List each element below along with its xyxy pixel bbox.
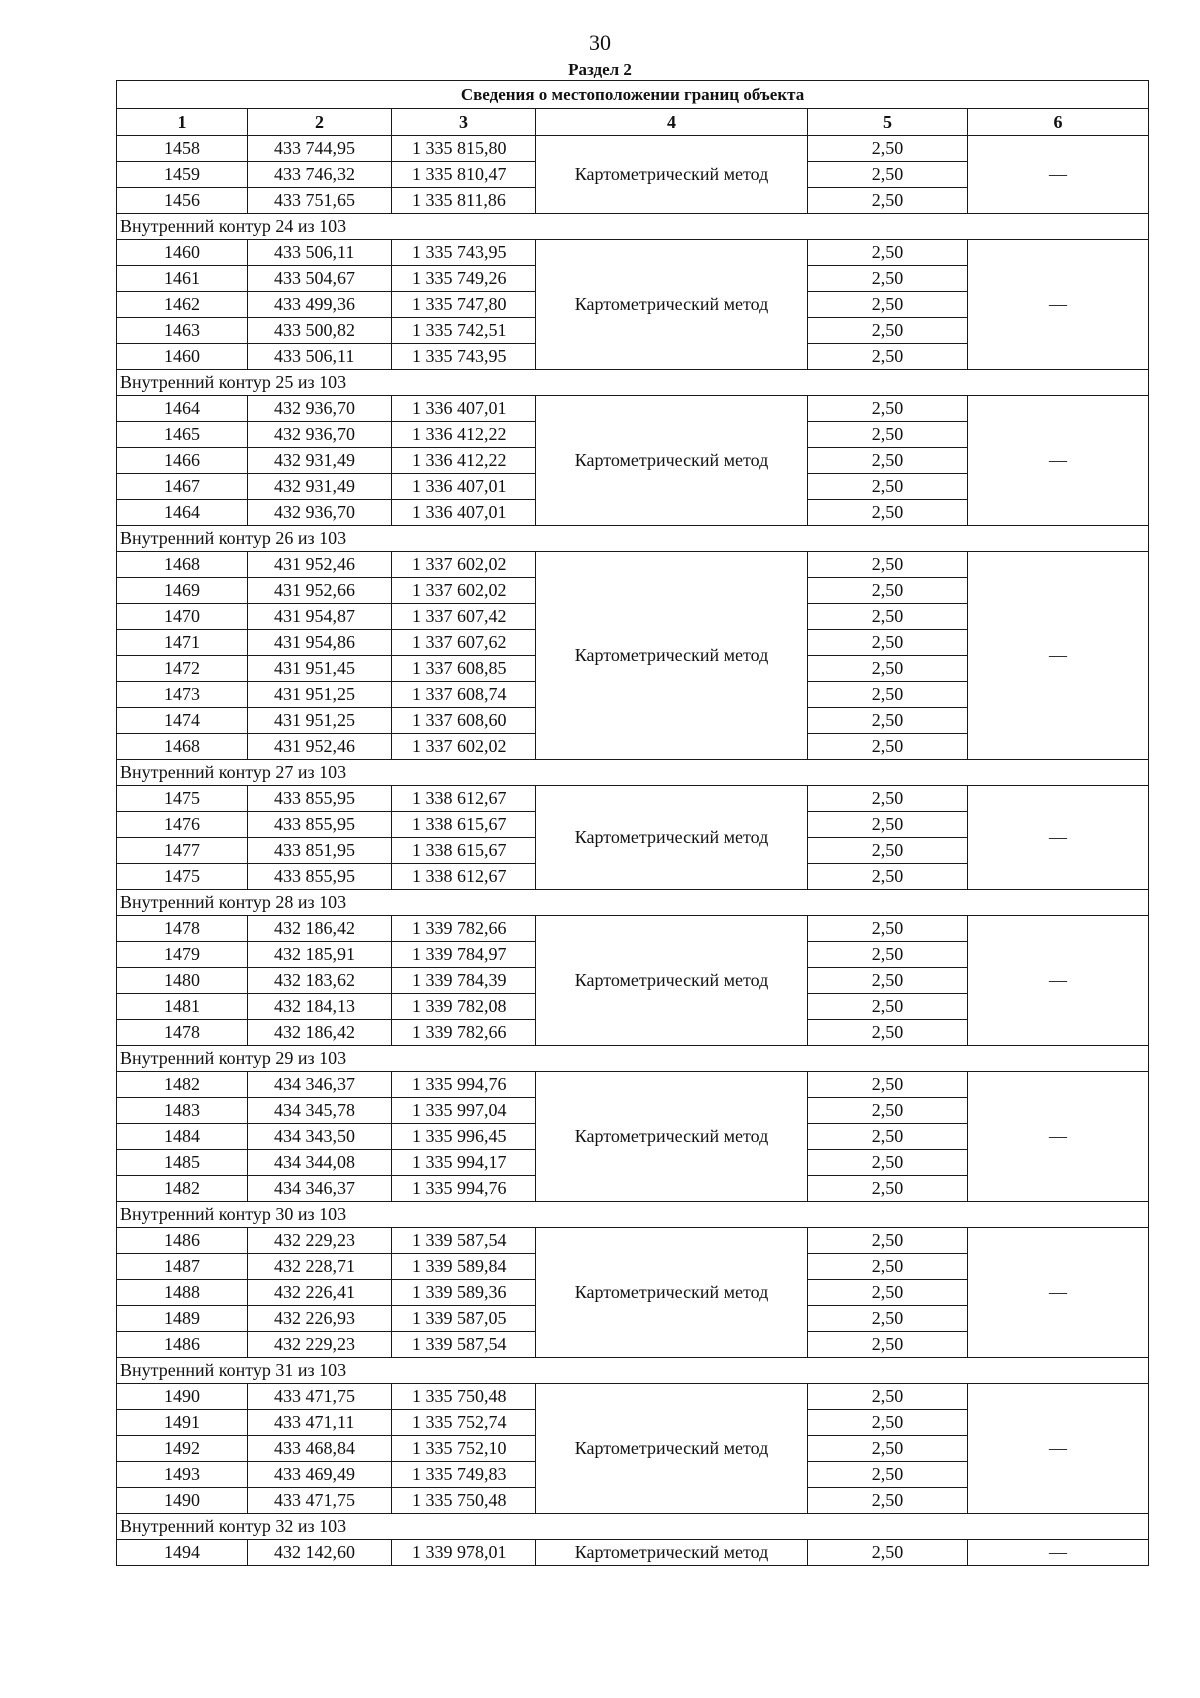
method-cell: Картометрический метод [536, 786, 808, 890]
coordinate-x: 431 952,66 [248, 578, 392, 604]
coordinate-y: 1 335 996,45 [392, 1124, 536, 1150]
table-header [117, 81, 1149, 136]
coordinate-y: 1 339 782,08 [392, 994, 536, 1020]
method-cell: Картометрический метод [536, 396, 808, 526]
coordinate-y: 1 335 994,76 [392, 1176, 536, 1202]
contour-label: Внутренний контур 24 из 103 [117, 214, 1149, 240]
point-number: 1486 [117, 1228, 248, 1254]
page-number: 30 [589, 30, 611, 55]
coordinate-y: 1 337 607,42 [392, 604, 536, 630]
coordinate-y: 1 337 608,60 [392, 708, 536, 734]
point-number: 1478 [117, 916, 248, 942]
coordinate-y: 1 335 994,17 [392, 1150, 536, 1176]
coordinate-y: 1 338 612,67 [392, 864, 536, 890]
accuracy-value: 2,50 [808, 318, 968, 344]
coordinate-x: 432 228,71 [248, 1254, 392, 1280]
note-cell: — [968, 1228, 1149, 1358]
accuracy-value: 2,50 [808, 864, 968, 890]
contour-row [117, 1514, 1149, 1540]
accuracy-value: 2,50 [808, 1436, 968, 1462]
coordinate-x: 432 229,23 [248, 1332, 392, 1358]
coordinate-y: 1 335 810,47 [392, 162, 536, 188]
point-number: 1461 [117, 266, 248, 292]
contour-label: Внутренний контур 25 из 103 [117, 370, 1149, 396]
method-cell: Картометрический метод [536, 1540, 808, 1566]
accuracy-value: 2,50 [808, 474, 968, 500]
point-number: 1460 [117, 344, 248, 370]
accuracy-value: 2,50 [808, 734, 968, 760]
point-number: 1482 [117, 1176, 248, 1202]
coordinate-x: 432 936,70 [248, 396, 392, 422]
accuracy-value: 2,50 [808, 1332, 968, 1358]
coordinate-y: 1 339 587,54 [392, 1332, 536, 1358]
table-body [117, 136, 1149, 1566]
point-number: 1483 [117, 1098, 248, 1124]
coordinate-x: 434 346,37 [248, 1072, 392, 1098]
table-row [117, 1540, 1149, 1566]
boundary-table [116, 80, 1149, 1566]
coordinate-x: 432 186,42 [248, 916, 392, 942]
coordinate-x: 434 343,50 [248, 1124, 392, 1150]
accuracy-value: 2,50 [808, 812, 968, 838]
coordinate-x: 433 746,32 [248, 162, 392, 188]
accuracy-value: 2,50 [808, 266, 968, 292]
coordinate-x: 431 951,45 [248, 656, 392, 682]
coordinate-y: 1 335 750,48 [392, 1488, 536, 1514]
coordinate-x: 433 504,67 [248, 266, 392, 292]
table-row [117, 1072, 1149, 1098]
coordinate-y: 1 339 782,66 [392, 1020, 536, 1046]
coordinate-x: 433 471,11 [248, 1410, 392, 1436]
point-number: 1465 [117, 422, 248, 448]
note-cell: — [968, 1072, 1149, 1202]
table-row [117, 786, 1149, 812]
accuracy-value: 2,50 [808, 1072, 968, 1098]
contour-label: Внутренний контур 27 из 103 [117, 760, 1149, 786]
coordinate-x: 431 954,86 [248, 630, 392, 656]
accuracy-value: 2,50 [808, 1228, 968, 1254]
point-number: 1462 [117, 292, 248, 318]
coordinate-y: 1 336 407,01 [392, 500, 536, 526]
point-number: 1468 [117, 552, 248, 578]
coordinate-x: 434 345,78 [248, 1098, 392, 1124]
coordinate-x: 434 344,08 [248, 1150, 392, 1176]
point-number: 1476 [117, 812, 248, 838]
column-number: 1 [117, 109, 248, 136]
coordinate-x: 433 500,82 [248, 318, 392, 344]
point-number: 1474 [117, 708, 248, 734]
point-number: 1489 [117, 1306, 248, 1332]
coordinate-x: 432 226,93 [248, 1306, 392, 1332]
contour-row [117, 214, 1149, 240]
point-number: 1488 [117, 1280, 248, 1306]
contour-label: Внутренний контур 28 из 103 [117, 890, 1149, 916]
coordinate-x: 433 499,36 [248, 292, 392, 318]
note-cell: — [968, 240, 1149, 370]
accuracy-value: 2,50 [808, 994, 968, 1020]
table-row [117, 240, 1149, 266]
point-number: 1471 [117, 630, 248, 656]
point-number: 1485 [117, 1150, 248, 1176]
point-number: 1467 [117, 474, 248, 500]
point-number: 1480 [117, 968, 248, 994]
accuracy-value: 2,50 [808, 1098, 968, 1124]
accuracy-value: 2,50 [808, 1176, 968, 1202]
point-number: 1460 [117, 240, 248, 266]
coordinate-y: 1 338 612,67 [392, 786, 536, 812]
column-number: 5 [808, 109, 968, 136]
note-cell: — [968, 552, 1149, 760]
note-cell: — [968, 786, 1149, 890]
coordinate-y: 1 339 589,84 [392, 1254, 536, 1280]
coordinate-y: 1 337 608,85 [392, 656, 536, 682]
accuracy-value: 2,50 [808, 1254, 968, 1280]
coordinate-y: 1 339 784,39 [392, 968, 536, 994]
point-number: 1494 [117, 1540, 248, 1566]
contour-label: Внутренний контур 32 из 103 [117, 1514, 1149, 1540]
coordinate-x: 434 346,37 [248, 1176, 392, 1202]
coordinate-y: 1 337 608,74 [392, 682, 536, 708]
coordinate-y: 1 335 743,95 [392, 240, 536, 266]
coordinate-y: 1 335 752,74 [392, 1410, 536, 1436]
accuracy-value: 2,50 [808, 630, 968, 656]
coordinate-y: 1 335 752,10 [392, 1436, 536, 1462]
coordinate-y: 1 337 602,02 [392, 552, 536, 578]
contour-row [117, 1358, 1149, 1384]
point-number: 1459 [117, 162, 248, 188]
point-number: 1475 [117, 864, 248, 890]
section-title: Раздел 2 [568, 60, 632, 79]
point-number: 1469 [117, 578, 248, 604]
accuracy-value: 2,50 [808, 448, 968, 474]
coordinate-y: 1 337 602,02 [392, 734, 536, 760]
point-number: 1491 [117, 1410, 248, 1436]
point-number: 1473 [117, 682, 248, 708]
accuracy-value: 2,50 [808, 1488, 968, 1514]
accuracy-value: 2,50 [808, 136, 968, 162]
point-number: 1478 [117, 1020, 248, 1046]
column-number-row [117, 109, 1149, 136]
point-number: 1475 [117, 786, 248, 812]
note-cell: — [968, 916, 1149, 1046]
coordinate-x: 431 952,46 [248, 734, 392, 760]
accuracy-value: 2,50 [808, 1540, 968, 1566]
accuracy-value: 2,50 [808, 162, 968, 188]
coordinate-x: 433 851,95 [248, 838, 392, 864]
coordinate-y: 1 339 784,97 [392, 942, 536, 968]
method-cell: Картометрический метод [536, 136, 808, 214]
coordinate-x: 431 954,87 [248, 604, 392, 630]
table-row [117, 1384, 1149, 1410]
coordinate-y: 1 335 750,48 [392, 1384, 536, 1410]
accuracy-value: 2,50 [808, 1150, 968, 1176]
table-row [117, 136, 1149, 162]
coordinate-y: 1 335 994,76 [392, 1072, 536, 1098]
contour-label: Внутренний контур 31 из 103 [117, 1358, 1149, 1384]
coordinate-x: 433 855,95 [248, 786, 392, 812]
coordinate-y: 1 337 607,62 [392, 630, 536, 656]
method-cell: Картометрический метод [536, 1228, 808, 1358]
contour-label: Внутренний контур 29 из 103 [117, 1046, 1149, 1072]
coordinate-y: 1 335 815,80 [392, 136, 536, 162]
point-number: 1492 [117, 1436, 248, 1462]
note-cell: — [968, 1384, 1149, 1514]
coordinate-y: 1 337 602,02 [392, 578, 536, 604]
point-number: 1482 [117, 1072, 248, 1098]
point-number: 1490 [117, 1384, 248, 1410]
table-row [117, 1228, 1149, 1254]
method-cell: Картометрический метод [536, 1072, 808, 1202]
coordinate-y: 1 339 978,01 [392, 1540, 536, 1566]
coordinate-y: 1 339 782,66 [392, 916, 536, 942]
contour-label: Внутренний контур 30 из 103 [117, 1202, 1149, 1228]
point-number: 1458 [117, 136, 248, 162]
coordinate-x: 433 855,95 [248, 864, 392, 890]
point-number: 1472 [117, 656, 248, 682]
accuracy-value: 2,50 [808, 1410, 968, 1436]
accuracy-value: 2,50 [808, 682, 968, 708]
coordinate-y: 1 336 407,01 [392, 396, 536, 422]
accuracy-value: 2,50 [808, 578, 968, 604]
accuracy-value: 2,50 [808, 838, 968, 864]
point-number: 1487 [117, 1254, 248, 1280]
method-cell: Картометрический метод [536, 240, 808, 370]
method-cell: Картометрический метод [536, 916, 808, 1046]
coordinate-x: 433 855,95 [248, 812, 392, 838]
coordinate-x: 432 229,23 [248, 1228, 392, 1254]
column-number: 2 [248, 109, 392, 136]
accuracy-value: 2,50 [808, 344, 968, 370]
accuracy-value: 2,50 [808, 1124, 968, 1150]
coordinate-x: 432 931,49 [248, 474, 392, 500]
accuracy-value: 2,50 [808, 1462, 968, 1488]
table-row [117, 552, 1149, 578]
coordinate-y: 1 339 589,36 [392, 1280, 536, 1306]
table-caption: Сведения о местоположении границ объекта [117, 81, 1149, 109]
accuracy-value: 2,50 [808, 916, 968, 942]
accuracy-value: 2,50 [808, 1384, 968, 1410]
coordinate-x: 432 186,42 [248, 1020, 392, 1046]
coordinate-y: 1 335 742,51 [392, 318, 536, 344]
coordinate-x: 432 936,70 [248, 500, 392, 526]
coordinate-y: 1 335 811,86 [392, 188, 536, 214]
coordinate-x: 433 468,84 [248, 1436, 392, 1462]
coordinate-y: 1 335 743,95 [392, 344, 536, 370]
coordinate-x: 433 751,65 [248, 188, 392, 214]
point-number: 1464 [117, 500, 248, 526]
coordinate-y: 1 336 412,22 [392, 448, 536, 474]
accuracy-value: 2,50 [808, 396, 968, 422]
coordinate-x: 433 506,11 [248, 240, 392, 266]
accuracy-value: 2,50 [808, 552, 968, 578]
contour-row [117, 760, 1149, 786]
accuracy-value: 2,50 [808, 1020, 968, 1046]
contour-label: Внутренний контур 26 из 103 [117, 526, 1149, 552]
method-cell: Картометрический метод [536, 1384, 808, 1514]
table-row [117, 396, 1149, 422]
contour-row [117, 1046, 1149, 1072]
accuracy-value: 2,50 [808, 1306, 968, 1332]
note-cell: — [968, 1540, 1149, 1566]
coordinate-y: 1 338 615,67 [392, 838, 536, 864]
coordinate-y: 1 335 749,26 [392, 266, 536, 292]
accuracy-value: 2,50 [808, 604, 968, 630]
point-number: 1464 [117, 396, 248, 422]
contour-row [117, 1202, 1149, 1228]
method-cell: Картометрический метод [536, 552, 808, 760]
coordinate-y: 1 335 997,04 [392, 1098, 536, 1124]
point-number: 1477 [117, 838, 248, 864]
accuracy-value: 2,50 [808, 188, 968, 214]
point-number: 1456 [117, 188, 248, 214]
point-number: 1484 [117, 1124, 248, 1150]
point-number: 1479 [117, 942, 248, 968]
accuracy-value: 2,50 [808, 708, 968, 734]
coordinate-y: 1 339 587,54 [392, 1228, 536, 1254]
column-number: 4 [536, 109, 808, 136]
accuracy-value: 2,50 [808, 786, 968, 812]
coordinate-y: 1 335 749,83 [392, 1462, 536, 1488]
point-number: 1468 [117, 734, 248, 760]
coordinate-x: 431 952,46 [248, 552, 392, 578]
column-number: 3 [392, 109, 536, 136]
point-number: 1470 [117, 604, 248, 630]
coordinate-x: 433 744,95 [248, 136, 392, 162]
coordinate-x: 432 183,62 [248, 968, 392, 994]
note-cell: — [968, 136, 1149, 214]
contour-row [117, 890, 1149, 916]
coordinate-x: 432 185,91 [248, 942, 392, 968]
coordinate-x: 432 184,13 [248, 994, 392, 1020]
accuracy-value: 2,50 [808, 656, 968, 682]
coordinate-x: 433 471,75 [248, 1488, 392, 1514]
accuracy-value: 2,50 [808, 240, 968, 266]
coordinate-x: 432 142,60 [248, 1540, 392, 1566]
coordinate-y: 1 338 615,67 [392, 812, 536, 838]
coordinate-y: 1 339 587,05 [392, 1306, 536, 1332]
coordinate-x: 431 951,25 [248, 708, 392, 734]
accuracy-value: 2,50 [808, 500, 968, 526]
contour-row [117, 370, 1149, 396]
coordinate-x: 433 471,75 [248, 1384, 392, 1410]
point-number: 1481 [117, 994, 248, 1020]
coordinate-y: 1 336 412,22 [392, 422, 536, 448]
accuracy-value: 2,50 [808, 422, 968, 448]
coordinate-x: 432 936,70 [248, 422, 392, 448]
point-number: 1490 [117, 1488, 248, 1514]
column-number: 6 [968, 109, 1149, 136]
coordinate-x: 431 951,25 [248, 682, 392, 708]
accuracy-value: 2,50 [808, 968, 968, 994]
note-cell: — [968, 396, 1149, 526]
point-number: 1466 [117, 448, 248, 474]
table-row [117, 916, 1149, 942]
coordinate-x: 433 469,49 [248, 1462, 392, 1488]
coordinate-x: 432 931,49 [248, 448, 392, 474]
accuracy-value: 2,50 [808, 1280, 968, 1306]
coordinate-x: 433 506,11 [248, 344, 392, 370]
accuracy-value: 2,50 [808, 942, 968, 968]
accuracy-value: 2,50 [808, 292, 968, 318]
point-number: 1486 [117, 1332, 248, 1358]
point-number: 1493 [117, 1462, 248, 1488]
point-number: 1463 [117, 318, 248, 344]
coordinate-x: 432 226,41 [248, 1280, 392, 1306]
contour-row [117, 526, 1149, 552]
coordinate-y: 1 335 747,80 [392, 292, 536, 318]
coordinate-y: 1 336 407,01 [392, 474, 536, 500]
